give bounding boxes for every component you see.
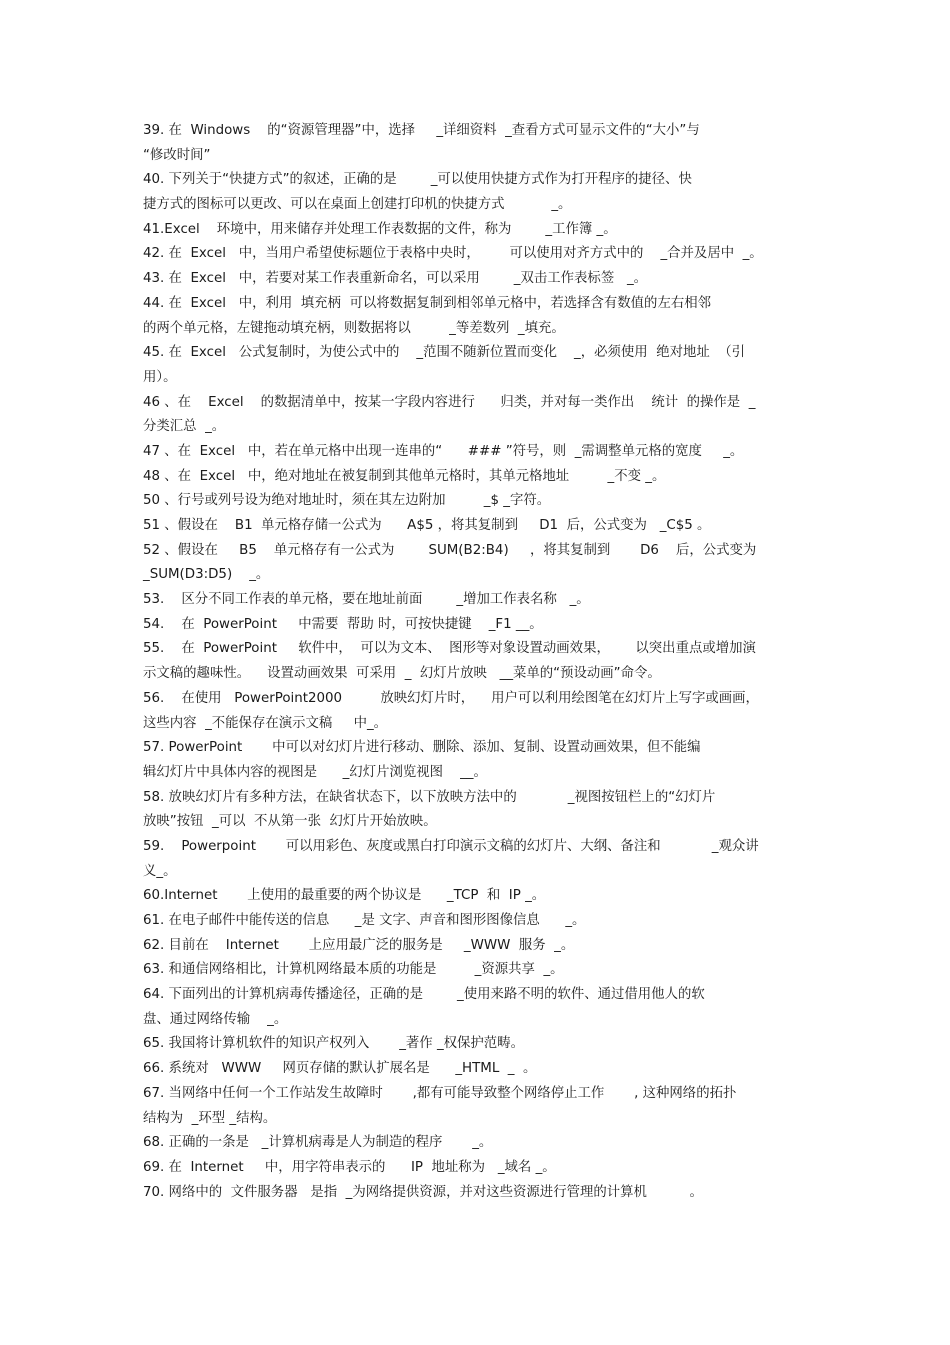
text-line: 41.Excel 环境中，用来储存并处理工作表数据的文件，称为 _工作簿 _。 [143,221,617,237]
document-body [143,119,811,1205]
text-line: 51 、假设在 B1 单元格存储一公式为 A$5 ，将其复制到 D1 后，公式变为 _C$5 。 [143,518,711,533]
text-line: 65. 我国将计算机软件的知识产权列入 _著作 _权保护范畴。 [143,1036,524,1052]
text-line: 45. 在 Excel 公式复制时，为使公式中的 _范围不随新位置而变化 _，必须使用 绝对地址 （引 [143,345,746,361]
text-line: 43. 在 Excel 中，若要对某工作表重新命名，可以采用 _双击工作表标签 _。 [143,271,648,287]
text-line: 盘、通过网络传输 _。 [143,1011,288,1027]
text-line: 67. 当网络中任何一个工作站发生故障时 ,都有可能导致整个网络停止工作 , 这种网络的拓扑 [143,1085,737,1101]
text-line: _SUM(D3:D5) _。 [143,567,270,583]
text-line: 示文稿的趣味性。 设置动画效果 可采用 _ 幻灯片放映 __菜单的“预设动画”命令。 [143,666,661,682]
text-line: 辑幻灯片中具体内容的视图是 _幻灯片浏览视图 __。 [143,764,487,780]
text-line: 63. 和通信网络相比，计算机网络最本质的功能是 _资源共享 _。 [143,962,564,978]
text-line: 54. 在 PowerPoint 中需要 帮助 时，可按快捷键 _F1 __。 [143,616,543,632]
text-line: 放映”按钮 _可以 不从第一张 幻灯片开始放映。 [143,814,437,830]
text-line: 64. 下面列出的计算机病毒传播途径，正确的是 _使用来路不明的软件、通过借用他人的软 [143,987,705,1003]
text-line: 这些内容 _不能保存在演示文稿 中_。 [143,715,388,731]
text-line: 47 、在 Excel 中，若在单元格中出现一连串的“ ### ”符号，则 _需调整单元格的宽度 _。 [143,443,744,459]
text-line: 的两个单元格，左键拖动填充柄，则数据将以 _等差数列 _填充。 [143,320,565,336]
text-line: 55. 在 PowerPoint 软件中， 可以为文本、 图形等对象设置动画效果， 以突出重点或增加演 [143,641,756,657]
text-line: 52 、假设在 B5 单元格存有一公式为 SUM(B2:B4) ，将其复制到 D6 后，公式变为 [143,542,757,558]
text-line: 39. 在 Windows 的“资源管理器”中，选择 _详细资料 _查看方式可显示文件的“大小”与 [143,123,700,138]
text-line: 捷方式的图标可以更改、可以在桌面上创建打印机的快捷方式 _。 [143,197,572,213]
text-line: 48 、在 Excel 中，绝对地址在被复制到其他单元格时，其单元格地址 _不变 _。 [143,468,666,484]
text-line: 69. 在 Internet 中，用字符串表示的 IP 地址称为 _域名 _。 [143,1159,556,1175]
text-line: 59. Powerpoint 可以用彩色、灰度或黑白打印演示文稿的幻灯片、大纲、备注和 _观众讲 [143,838,759,854]
text-line: 53. 区分不同工作表的单元格，要在地址前面 _增加工作表名称 _。 [143,592,590,608]
text-line: 结构为 _环型 _结构。 [143,1110,277,1126]
text-line: 60.Internet 上使用的最重要的两个协议是 _TCP 和 IP _。 [143,888,546,904]
text-line: 70. 网络中的 文件服务器 是指 _为网络提供资源，并对这些资源进行管理的计算机 。 [143,1184,703,1200]
text-line: 56. 在使用 PowerPoint2000 放映幻灯片时， 用户可以利用绘图笔在幻灯片上写字或画画， [143,690,759,706]
text-line: 62. 目前在 Internet 上应用最广泛的服务是 _WWW 服务 _。 [143,937,575,953]
text-line: “修改时间” [143,147,211,163]
text-line: 68. 正确的一条是 _计算机病毒是人为制造的程序 _。 [143,1135,493,1151]
text-line: 66. 系统对 WWW 网页存储的默认扩展名是 _HTML _ 。 [143,1061,537,1077]
text-line: 58. 放映幻灯片有多种方法，在缺省状态下，以下放映方法中的 _视图按钮栏上的“幻灯片 [143,789,716,805]
text-line: 用）。 [143,369,177,385]
text-line: 分类汇总 _。 [143,419,226,435]
text-line: 46 、在 Excel 的数据清单中，按某一字段内容进行 归类，并对每一类作出 统计 的操作是 _ [143,394,756,410]
text-line: 44. 在 Excel 中，利用 填充柄 可以将数据复制到相邻单元格中，若选择含有数值的左右相邻 [143,295,712,311]
text-line: 义_。 [143,863,177,879]
text-line: 50 、行号或列号设为绝对地址时，须在其左边附加 _$ _字符。 [143,493,551,509]
text-line: 40. 下列关于“快捷方式”的叙述，正确的是 _可以使用快捷方式作为打开程序的捷径、快 [143,172,692,188]
text-line: 42. 在 Excel 中，当用户希望使标题位于表格中央时， 可以使用对齐方式中的 _合并及居中 _。 [143,246,763,262]
text-line: 57. PowerPoint 中可以对幻灯片进行移动、删除、添加、复制、设置动画效果，但不能编 [143,740,701,756]
text-line: 61. 在电子邮件中能传送的信息 _是 文字、声音和图形图像信息 _。 [143,913,586,928]
